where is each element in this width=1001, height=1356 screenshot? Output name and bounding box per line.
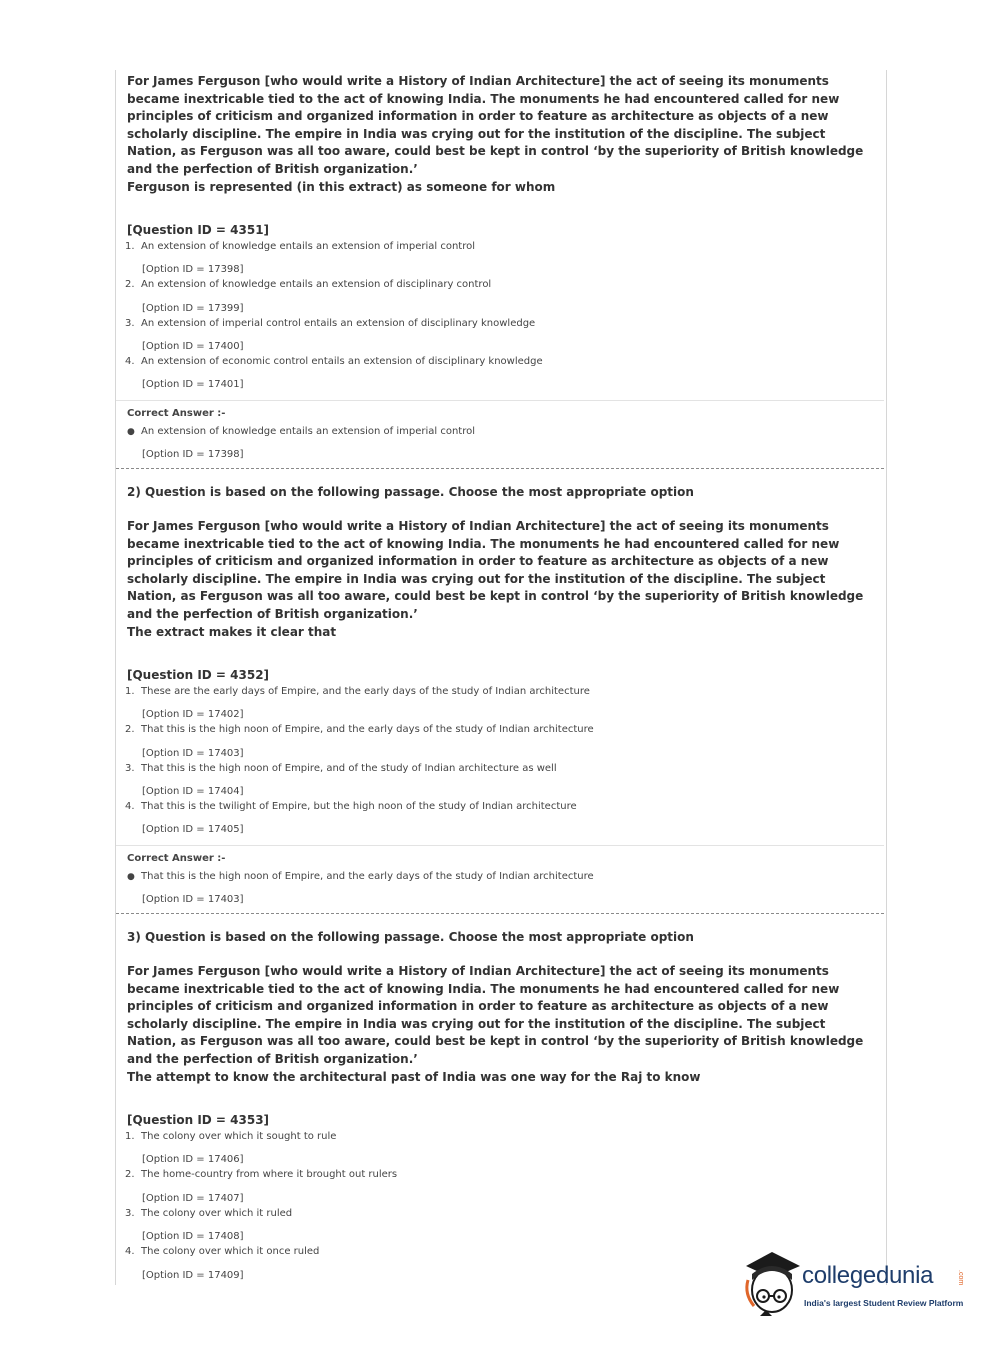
option-q1-3: 3. An extension of imperial control entails an extension of disciplinary knowledge [125,318,536,329]
option-id: [Option ID = 17408] [142,1231,244,1242]
question-id-q1: [Question ID = 4351] [127,223,270,237]
correct-answer-label: Correct Answer :- [127,408,226,419]
option-id: [Option ID = 17399] [142,303,244,314]
passage-q1: For James Ferguson [who would write a History of Indian Architecture] the act of seeing its monuments became inextricable tied to the act of knowing India. The monuments he had encountered called for new principles of criticism and organized information in order to feature as architecture as objects of a new scholarly discipline. The empire in India was crying out for the institution of the discipline. The subject Nation, as Ferguson was all too aware, could best be kept in control ‘by the superiority of British knowledge and the perfection of British organization.’ [127,74,864,176]
passage-q2: For James Ferguson [who would write a History of Indian Architecture] the act of seeing its monuments became inextricable tied to the act of knowing India. The monuments he had encountered called for new principles of criticism and organized information in order to feature as architecture as objects of a new scholarly discipline. The empire in India was crying out for the institution of the discipline. The subject Nation, as Ferguson was all too aware, could best be kept in control ‘by the superiority of British knowledge and the perfection of British organization.’ [127,519,864,621]
correct-answer-option-id: [Option ID = 17398] [142,449,244,460]
option-q3-3: 3. The colony over which it ruled [125,1208,293,1219]
option-id: [Option ID = 17404] [142,786,244,797]
option-q3-2: 2. The home-country from where it brought out rulers [125,1169,398,1180]
option-q1-2: 2. An extension of knowledge entails an extension of disciplinary control [125,279,492,290]
question-heading-q3: 3) Question is based on the following passage. Choose the most appropriate option [127,930,694,944]
option-q2-2: 2. That this is the high noon of Empire, and the early days of the study of Indian architecture [125,724,594,735]
option-id: [Option ID = 17409] [142,1270,244,1281]
option-id: [Option ID = 17405] [142,824,244,835]
divider [116,400,884,401]
question-divider [116,468,884,469]
option-id: [Option ID = 17398] [142,264,244,275]
bullet-icon: ● [127,872,135,882]
option-q1-4: 4. An extension of economic control entails an extension of disciplinary knowledge [125,356,543,367]
question-id-q3: [Question ID = 4353] [127,1113,270,1127]
option-q2-3: 3. That this is the high noon of Empire, and of the study of Indian architecture as well [125,763,557,774]
bullet-icon: ● [127,427,135,437]
logo-tagline: India's largest Student Review Platform [804,1298,964,1308]
option-q3-4: 4. The colony over which it once ruled [125,1246,320,1257]
correct-answer-q2: ● That this is the high noon of Empire, and the early days of the study of Indian architecture [127,871,594,882]
question-id-q2: [Question ID = 4352] [127,668,270,682]
option-id: [Option ID = 17406] [142,1154,244,1165]
option-q2-1: 1. These are the early days of Empire, and the early days of the study of Indian architecture [125,686,590,697]
correct-answer-option-id: [Option ID = 17403] [142,894,244,905]
logo-tld: .com [957,1270,964,1286]
option-q1-1: 1. An extension of knowledge entails an extension of imperial control [125,241,476,252]
option-id: [Option ID = 17402] [142,709,244,720]
correct-answer-label: Correct Answer :- [127,853,226,864]
question-stem-q1: Ferguson is represented (in this extract) as someone for whom [127,180,556,194]
question-stem-q3: The attempt to know the architectural past of India was one way for the Raj to know [127,1070,701,1084]
option-q3-1: 1. The colony over which it sought to rule [125,1131,337,1142]
option-id: [Option ID = 17400] [142,341,244,352]
question-stem-q2: The extract makes it clear that [127,625,337,639]
question-heading-q2: 2) Question is based on the following passage. Choose the most appropriate option [127,485,694,499]
option-q2-4: 4. That this is the twilight of Empire, but the high noon of the study of Indian architecture [125,801,577,812]
passage-q3: For James Ferguson [who would write a History of Indian Architecture] the act of seeing its monuments became inextricable tied to the act of knowing India. The monuments he had encountered called for new principles of criticism and organized information in order to feature as architecture as objects of a new scholarly discipline. The empire in India was crying out for the institution of the discipline. The subject Nation, as Ferguson was all too aware, could best be kept in control ‘by the superiority of British knowledge and the perfection of British organization.’ [127,964,864,1066]
divider [116,845,884,846]
logo-wordmark: collegedunia [802,1262,934,1289]
option-id: [Option ID = 17403] [142,748,244,759]
question-divider [116,913,884,914]
correct-answer-q1: ● An extension of knowledge entails an extension of imperial control [127,426,476,437]
option-id: [Option ID = 17407] [142,1193,244,1204]
option-id: [Option ID = 17401] [142,379,244,390]
